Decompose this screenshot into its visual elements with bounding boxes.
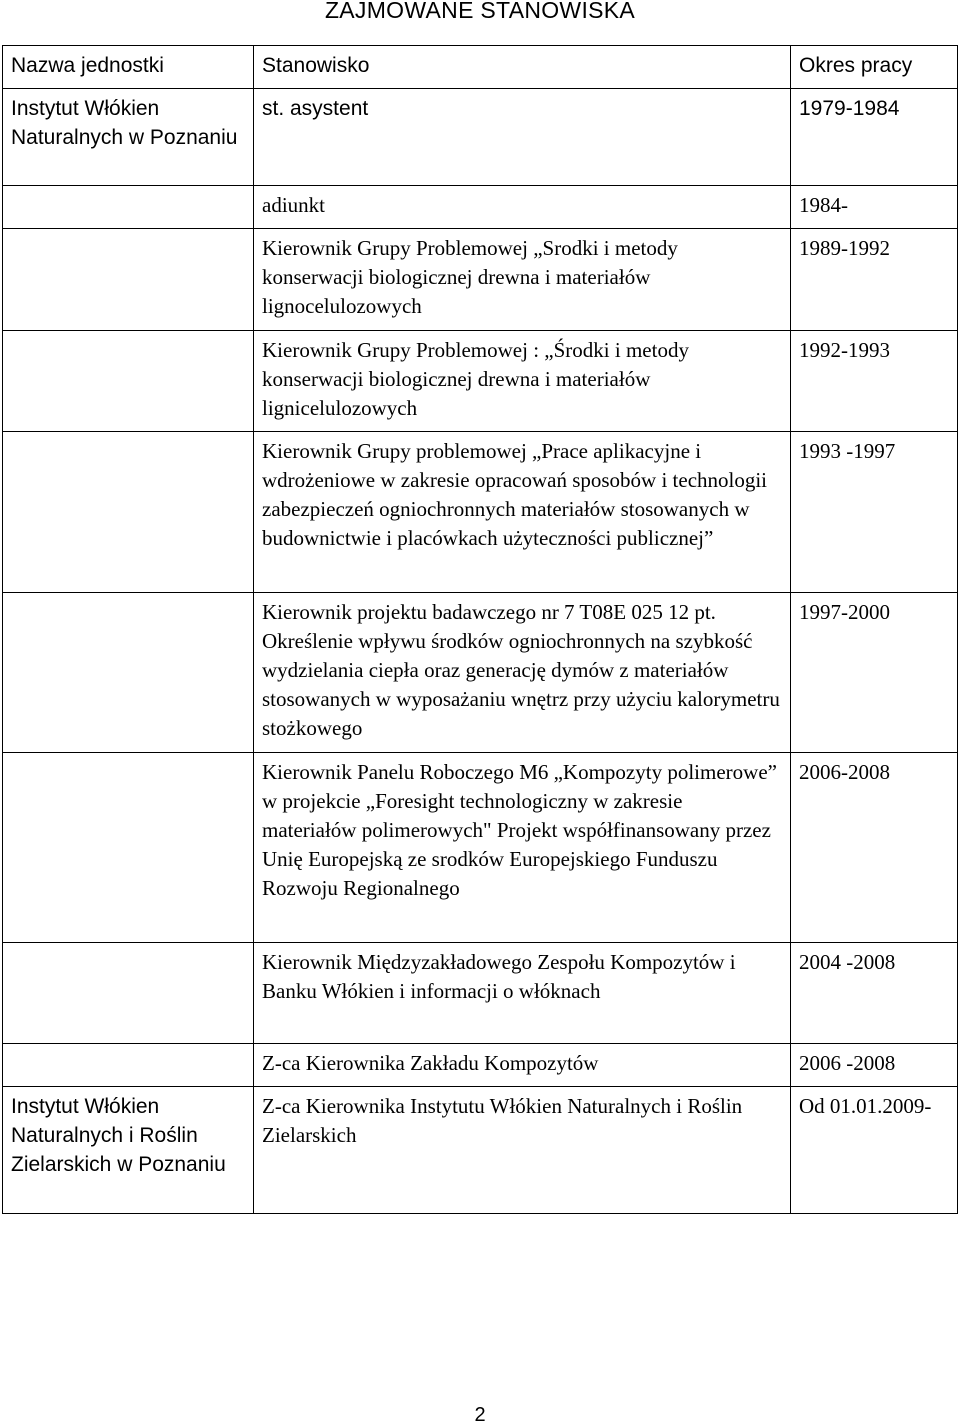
empty-unit-cell: [3, 331, 254, 432]
page-title: ZAJMOWANE STANOWISKA: [324, 0, 636, 20]
period-cell: 1984-: [791, 186, 958, 229]
table-row: [3, 1087, 958, 1214]
empty-unit-cell: [3, 593, 254, 753]
period-cell: 2004 -2008: [791, 943, 958, 1044]
table-header-row: [3, 46, 958, 89]
empty-unit-cell: [3, 186, 254, 229]
empty-unit-cell: [3, 1044, 254, 1087]
header-period: Okres pracy: [791, 46, 958, 89]
table-row: [3, 1044, 958, 1087]
period-cell: 1979-1984: [791, 89, 958, 186]
period-cell: 1989-1992: [791, 229, 958, 331]
empty-unit-cell: [3, 753, 254, 943]
period-cell: 2006 -2008: [791, 1044, 958, 1087]
period-cell: 1992-1993: [791, 331, 958, 432]
position-cell: Kierownik Panelu Roboczego M6 „Kompozyty polimerowe” w projekcie „Foresight technologiczny w zakresie materiałów polimerowych" Projekt współfinansowany przez Unię Europejską ze srodków Europejskiego Funduszu Rozwoju Regionalnego: [254, 753, 791, 943]
position-cell: Kierownik Grupy Problemowej : „Środki i metody konserwacji biologicznej drewna i materiałów lignicelulozowych: [254, 331, 791, 432]
position-cell: Kierownik projektu badawczego nr 7 T08E 025 12 pt. Określenie wpływu środków ogniochronnych na szybkość wydzielania ciepła oraz generację dymów z materiałów stosowanych w wyposażaniu wnętrz przy użyciu kalorymetru stożkowego: [254, 593, 791, 753]
position-cell: st. asystent: [254, 89, 791, 186]
empty-unit-cell: [3, 943, 254, 1044]
position-cell: Kierownik Grupy Problemowej „Srodki i metody konserwacji biologicznej drewna i materiałów lignocelulozowych: [254, 229, 791, 331]
position-cell: Z-ca Kierownika Zakładu Kompozytów: [254, 1044, 791, 1087]
table-row: [3, 229, 958, 331]
header-unit: Nazwa jednostki: [3, 46, 254, 89]
period-cell: 2006-2008: [791, 753, 958, 943]
unit-cell: Instytut Włókien Naturalnych w Poznaniu: [3, 89, 254, 186]
period-cell: 1997-2000: [791, 593, 958, 753]
positions-table: [2, 45, 958, 1214]
position-cell: Kierownik Międzyzakładowego Zespołu Kompozytów i Banku Włókien i informacji o włóknach: [254, 943, 791, 1044]
header-position: Stanowisko: [254, 46, 791, 89]
table-row: [3, 331, 958, 432]
empty-unit-cell: [3, 432, 254, 593]
page-number: 2: [474, 1404, 486, 1426]
table-row: [3, 89, 958, 186]
period-cell: 1993 -1997: [791, 432, 958, 593]
table-row: [3, 186, 958, 229]
table-row: [3, 432, 958, 593]
position-cell: Z-ca Kierownika Instytutu Włókien Naturalnych i Roślin Zielarskich: [254, 1087, 791, 1214]
table-row: [3, 943, 958, 1044]
table-row: [3, 753, 958, 943]
unit-cell: Instytut Włókien Naturalnych i Roślin Zielarskich w Poznaniu: [3, 1087, 254, 1214]
position-cell: Kierownik Grupy problemowej „Prace aplikacyjne i wdrożeniowe w zakresie opracowań sposobów i technologii zabezpieczeń ogniochronnych materiałów stosowanych w budownictwie i placówkach użyteczności publicznej”: [254, 432, 791, 593]
position-cell: adiunkt: [254, 186, 791, 229]
period-cell: Od 01.01.2009-: [791, 1087, 958, 1214]
table-row: [3, 593, 958, 753]
empty-unit-cell: [3, 229, 254, 331]
